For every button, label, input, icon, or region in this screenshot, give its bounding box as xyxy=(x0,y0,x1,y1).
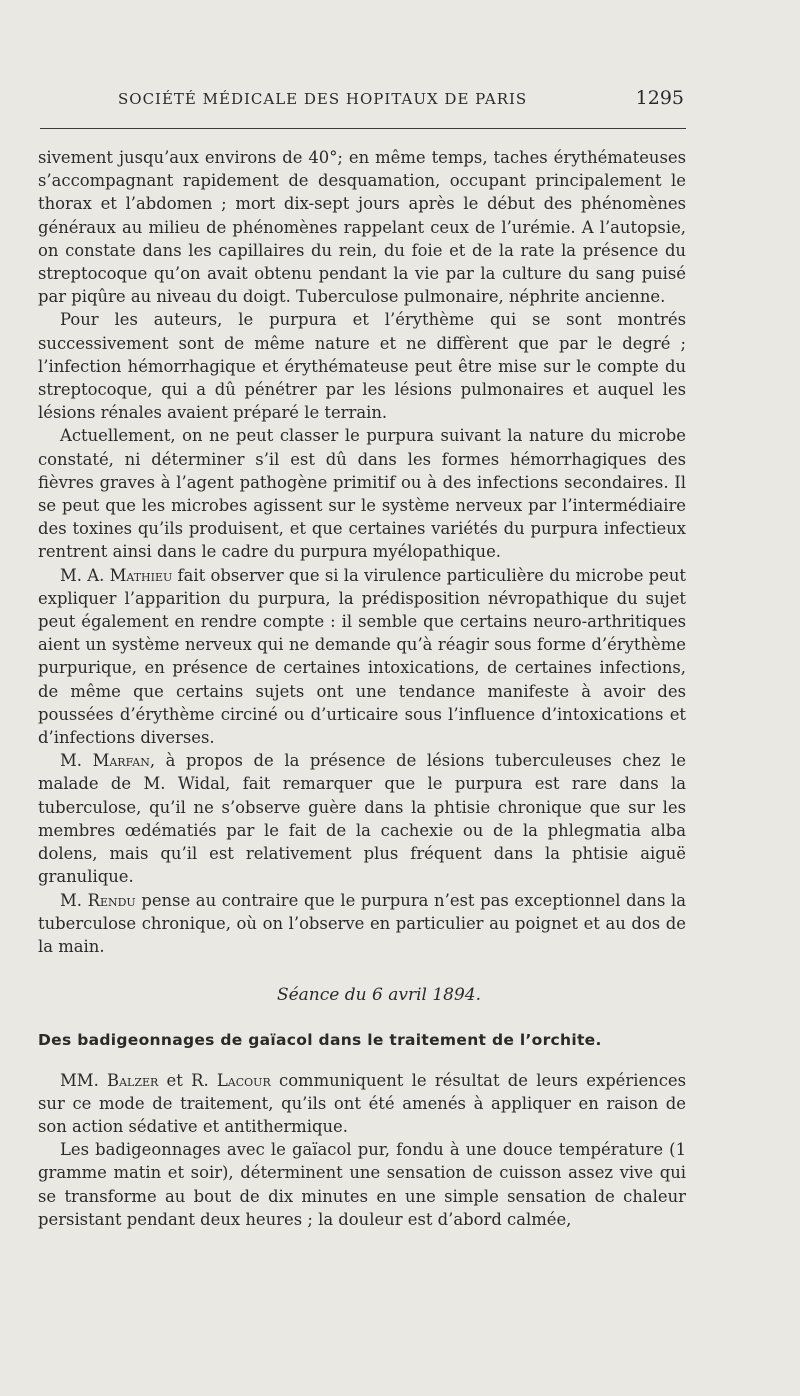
header-rule xyxy=(40,128,686,129)
paragraph-balzer-lacour xyxy=(38,1069,686,1139)
paragraph-balzer-lacour-text: communiquent le résultat de leurs expériences sur ce mode de traitement, qu’ils ont été amenés à appliquer en raison de son action sédative et antithermique. xyxy=(38,1070,687,1136)
paragraph-marfan xyxy=(38,749,686,888)
paragraph-rendu xyxy=(38,889,686,959)
paragraph-mathieu xyxy=(38,564,686,750)
speaker-marfan: M. Marfan xyxy=(60,751,150,771)
paragraph-authors-opinion: Pour les auteurs, le purpura et l’érythème qui se sont montrés successivement sont de même nature et ne diffèrent que par le degré ; l’infection hémorrhagique et érythémateuse peut être mise sur le compte du streptocoque, qui a dû pénétrer par les lésions pulmonaires et auquel les lésions rénales avaient préparé le terrain. xyxy=(38,310,686,423)
paragraph-marfan-text: , à propos de la présence de lésions tuberculeuses chez le malade de M. Widal, fait remarquer que le purpura est rare dans la tuberculose, qu’il ne s’observe guère dans la phtisie chronique que sur les membres œdématiés par le fait de la cachexie ou de la phlegmatia alba dolens, mais qu’il est relativement plus fréquent dans la phtisie aiguë granulique. xyxy=(38,751,686,887)
paragraph-badigeonnages: Les badigeonnages avec le gaïacol pur, fondu à une douce température (1 gramme matin et soir), déterminent une sensation de cuisson assez vive qui se transforme au bout de dix minutes en une simple sensation de chaleur persistant pendant deux heures ; la douleur est d’abord calmée, xyxy=(38,1140,686,1229)
section-title: Des badigeonnages de gaïacol dans le traitement de l’orchite. xyxy=(38,1031,602,1050)
speaker-mathieu: M. A. Mathieu xyxy=(60,565,173,585)
paragraph-classification: Actuellement, on ne peut classer le purpura suivant la nature du microbe constaté, ni déterminer s’il est dû dans les formes hémorrhagiques des fièvres graves à l’agent pathogène primitif ou à des infections secondaires. Il se peut que les microbes agissent sur le système nerveux par l’intermédiaire des toxines qu’ils produisent, et que certaines variétés du purpura infectieux rentrent ainsi dans le cadre du purpura myélopathique. xyxy=(38,426,686,562)
speaker-balzer: Balzer xyxy=(107,1070,159,1090)
page-header xyxy=(40,87,684,114)
speaker-rendu: M. Rendu xyxy=(60,890,136,910)
speaker-lacour: R. Lacour xyxy=(191,1070,271,1090)
paragraph-mathieu-text: fait observer que si la virulence particulière du microbe peut expliquer l’apparition du purpura, la prédisposition névropathique du sujet peut également en rendre compte : il semble que certains neuro-arthritiques aient un système nerveux qui ne demande qu’à réagir sous forme d’érythème purpurique, en présence de certaines intoxications, de certaines infections, de même que certains sujets ont une tendance manifeste à avoir des poussées d’érythème circiné ou d’urticaire sous l’influence d’intoxications et d’infections diverses. xyxy=(38,565,686,748)
page-number: 1295 xyxy=(635,87,684,109)
running-title: SOCIÉTÉ MÉDICALE DES HOPITAUX DE PARIS xyxy=(118,90,528,108)
body-text xyxy=(38,146,686,1231)
paragraph-continuation: sivement jusqu’aux environs de 40°; en même temps, taches érythémateuses s’accompagnant rapidement de desquamation, occupant principalement le thorax et l’abdomen ; mort dix-sept jours après le début des phénomènes généraux au milieu de phénomènes rappelant ceux de l’urémie. A l’autopsie, on constate dans les capillaires du rein, du foie et de la rate la présence du streptocoque qu’on avait obtenu pendant la vie par la culture du sang puisé par piqûre au niveau du doigt. Tuberculose pulmonaire, néphrite ancienne. xyxy=(38,148,686,307)
paragraph-conjunction: et xyxy=(158,1070,192,1090)
session-heading: Séance du 6 avril 1894. xyxy=(276,985,482,1006)
paragraph-prefix: MM. xyxy=(60,1070,108,1090)
paragraph-rendu-text: pense au contraire que le purpura n’est pas exceptionnel dans la tuberculose chronique, où on l’observe en particulier au poignet et au dos de la main. xyxy=(38,890,686,956)
